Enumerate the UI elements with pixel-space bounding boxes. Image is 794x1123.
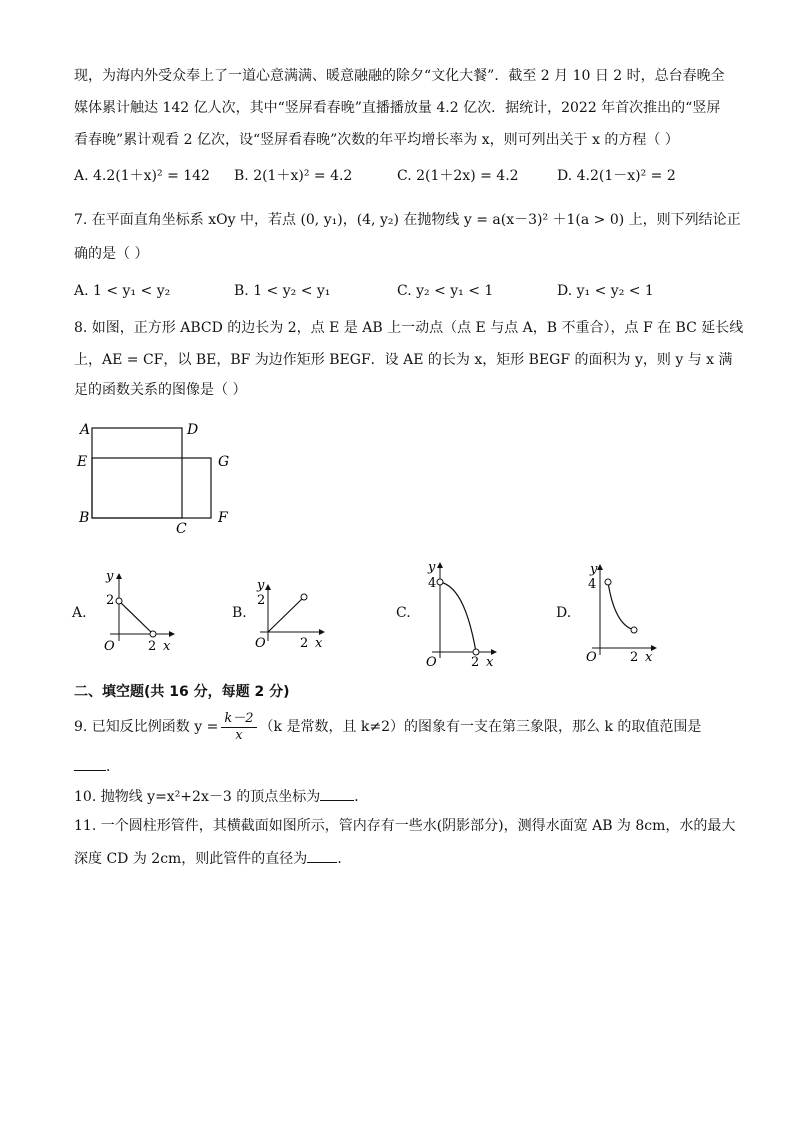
q10-end: ．	[354, 789, 369, 805]
q11-end: ．	[337, 851, 352, 867]
q7-text-line-1: 7. 在平面直角坐标系 xOy 中，若点 (0, y₁)，(4, y₂) 在抛物线 y = a(x－3)² ＋1(a > 0) 上，则下列结论正	[74, 212, 741, 228]
graph-a-open-point-right	[150, 631, 156, 637]
graph-d-curve	[608, 582, 634, 630]
graph-a-origin: O	[104, 639, 115, 654]
q11-body: 深度 CD 为 2cm，则此管件的直径为	[74, 851, 308, 867]
square-abcd	[92, 428, 182, 518]
q9-end: ．	[106, 759, 120, 775]
q8-graph-d	[580, 560, 665, 665]
graph-c-x-tick: 2	[471, 655, 480, 670]
q7-text-line-2: 确的是（ ）	[74, 246, 149, 262]
graph-c-open-point-top	[437, 579, 443, 585]
q10-answer-blank[interactable]	[320, 786, 354, 801]
q7-option-d: D. y₁ < y₂ < 1	[557, 283, 654, 299]
q9-fraction	[221, 711, 256, 744]
graph-b-x-tick: 2	[300, 636, 309, 651]
q8-option-d-letter: D.	[556, 605, 572, 621]
q6-option-b: B. 2(1＋x)² = 4.2	[234, 168, 353, 184]
graph-b-y-label: y	[257, 578, 265, 593]
label-F: F	[218, 510, 228, 526]
q8-option-c-letter: C.	[396, 605, 411, 621]
label-B: B	[79, 510, 90, 526]
graph-c-curve	[440, 582, 476, 652]
graph-d-x-tick: 2	[630, 650, 639, 665]
q10-body: 10. 抛物线 y=x²+2x－3 的顶点坐标为	[74, 789, 321, 805]
q8-graph-c	[420, 558, 505, 670]
graph-c-y-tick: 4	[428, 576, 437, 591]
q8-text-line-2: 上，AE = CF，以 BE，BF 为边作矩形 BEGF．设 AE 的长为 x，矩形 BEGF 的面积为 y，则 y 与 x 满	[74, 352, 733, 368]
q9-suffix: （k 是常数，且 k≠2）的图象有一支在第三象限，那么 k 的取值范围是	[259, 719, 702, 735]
q8-square-figure	[70, 415, 250, 540]
rectangle-begf	[92, 458, 211, 518]
label-C: C	[176, 521, 187, 537]
graph-b-origin: O	[255, 636, 266, 651]
q11-answer-blank[interactable]	[307, 848, 337, 863]
graph-c-x-label: x	[486, 655, 494, 670]
q9-fraction-denominator: x	[235, 727, 243, 743]
q9-prefix: 9. 已知反比例函数 y =	[74, 719, 219, 735]
graph-a-y-tick: 2	[106, 593, 115, 608]
graph-d-open-point-top	[605, 579, 611, 585]
q8-graph-b	[252, 575, 332, 655]
label-E: E	[77, 454, 88, 470]
graph-b-y-tick: 2	[257, 593, 266, 608]
q8-graph-a	[100, 566, 180, 656]
graph-a-open-point-top	[116, 598, 122, 604]
q6-option-c: C. 2(1＋2x) = 4.2	[397, 168, 519, 184]
graph-a-x-label: x	[163, 639, 171, 654]
q9-answer-blank[interactable]	[74, 756, 106, 771]
graph-b-segment	[268, 597, 304, 632]
q7-option-b: B. 1 < y₂ < y₁	[234, 283, 331, 299]
graph-b-open-point	[301, 594, 307, 600]
label-A: A	[80, 422, 91, 438]
q8-text-line-1: 8. 如图，正方形 ABCD 的边长为 2，点 E 是 AB 上一动点（点 E 与点 A，B 不重合），点 F 在 BC 延长线	[74, 320, 744, 336]
graph-d-open-point-right	[631, 627, 637, 633]
graph-c-origin: O	[426, 655, 437, 670]
section-2-heading: 二、填空题(共 16 分，每题 2 分)	[74, 684, 290, 700]
label-D: D	[187, 422, 199, 438]
q9-text-line-1	[74, 708, 701, 746]
q6-text-line-1: 现，为海内外受众奉上了一道心意满满、暖意融融的除夕“文化大餐”．截至 2 月 10 日 2 时，总台春晚全	[74, 68, 725, 84]
q8-text-line-3: 足的函数关系的图像是（ ）	[74, 382, 247, 398]
graph-c-y-label: y	[428, 560, 436, 575]
graph-a-x-tick: 2	[148, 639, 157, 654]
q6-option-a: A. 4.2(1＋x)² = 142	[74, 168, 210, 184]
graph-a-segment	[119, 601, 153, 634]
graph-d-y-label: y	[590, 562, 598, 577]
graph-a-y-label: y	[106, 569, 114, 584]
q6-text-line-3: 看春晚”累计观看 2 亿次，设“竖屏看春晚”次数的年平均增长率为 x，则可列出关于 x 的方程（ ）	[74, 132, 679, 148]
q7-option-c: C. y₂ < y₁ < 1	[397, 283, 494, 299]
q9-fraction-numerator: k－2	[221, 711, 256, 728]
q8-option-b-letter: B.	[232, 605, 247, 621]
graph-d-y-tick: 4	[588, 577, 597, 592]
q9-text-line-2	[74, 756, 120, 777]
q6-option-d: D. 4.2(1－x)² = 2	[557, 168, 676, 184]
q10-text	[74, 786, 368, 807]
q11-text-line-2	[74, 848, 351, 869]
q11-text-line-1: 11. 一个圆柱形管件，其横截面如图所示，管内存有一些水(阴影部分)，测得水面宽 AB 为 8cm，水的最大	[74, 818, 736, 834]
graph-d-origin: O	[586, 650, 597, 665]
q6-text-line-2: 媒体累计触达 142 亿人次，其中“竖屏看春晚”直播播放量 4.2 亿次．据统计，2022 年首次推出的“竖屏	[74, 100, 721, 116]
q8-option-a-letter: A.	[72, 605, 87, 621]
graph-b-x-label: x	[315, 636, 323, 651]
label-G: G	[218, 454, 230, 470]
q7-option-a: A. 1 < y₁ < y₂	[74, 283, 171, 299]
graph-d-x-label: x	[645, 650, 653, 665]
